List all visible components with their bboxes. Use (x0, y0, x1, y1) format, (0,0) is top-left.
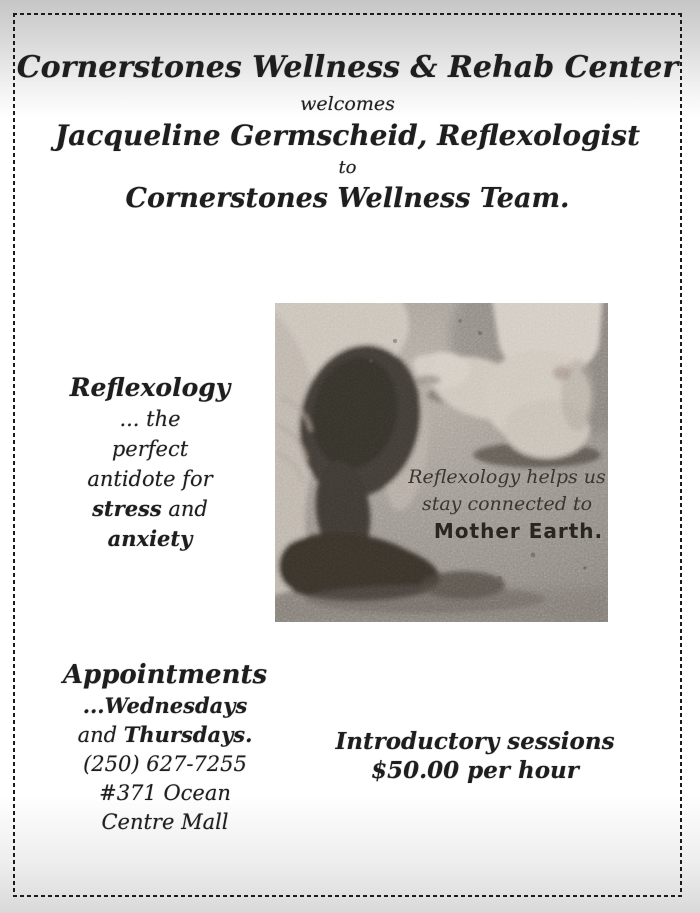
pricing-block (330, 727, 620, 785)
pricing-line2: $50.00 per hour (371, 757, 579, 784)
address-line2: Centre Mall (101, 810, 229, 834)
feet-sand-illustration (275, 303, 608, 622)
blurb-line (35, 494, 265, 524)
appointments-heading: Appointments (62, 660, 268, 690)
caption-line: stay connected to (421, 493, 593, 515)
reflexology-blurb (35, 372, 265, 554)
blurb-line: ... the (119, 407, 181, 431)
phone-number: (250) 627-7255 (83, 752, 247, 776)
address-line1: #371 Ocean (99, 781, 231, 805)
team-name: Cornerstones Wellness Team. (125, 183, 570, 214)
header-block (15, 48, 680, 216)
pricing-line1: Introductory sessions (335, 728, 615, 755)
appointments-days2 (40, 720, 290, 750)
border-bottom (13, 895, 682, 897)
appointments-days: ...Wednesdays (82, 693, 248, 718)
stress-word: stress (92, 496, 162, 521)
to-text: to (338, 157, 357, 178)
mother-earth-caption: Mother Earth. (433, 519, 604, 543)
border-top (13, 13, 682, 15)
and-word: and (161, 497, 208, 521)
photo-caption (403, 464, 611, 518)
person-name: Jacqueline Germscheid, Reflexologist (54, 119, 641, 152)
appointments-block (40, 660, 290, 837)
thursdays-word: Thursdays. (123, 722, 253, 747)
welcomes-text: welcomes (300, 93, 395, 115)
blurb-line: antidote for (87, 467, 213, 491)
and-word: and (77, 723, 124, 747)
blurb-line: perfect (111, 437, 189, 461)
feet-sand-photo (275, 303, 608, 622)
caption-line: Reflexology helps us (408, 466, 606, 488)
blurb-heading: Reflexology (69, 373, 231, 402)
film-grain (275, 303, 608, 622)
blurb-line: anxiety (107, 526, 193, 551)
page-title: Cornerstones Wellness & Rehab Center (16, 50, 679, 85)
border-right (680, 13, 682, 897)
